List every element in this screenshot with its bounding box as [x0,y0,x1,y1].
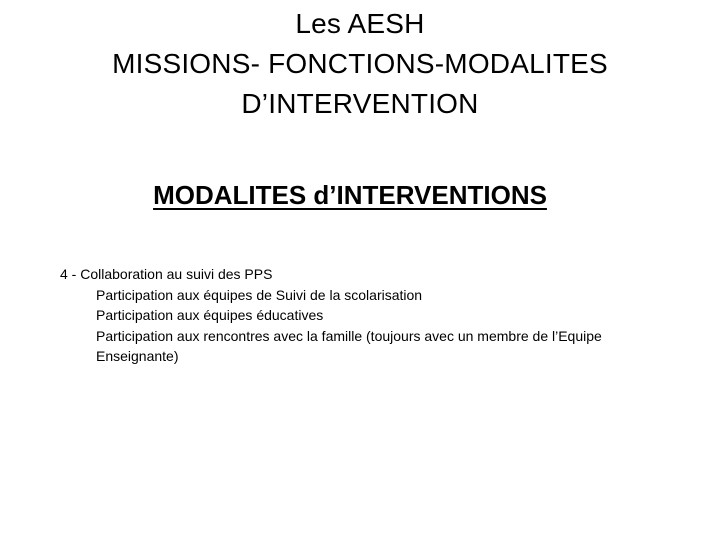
title-line: D’INTERVENTION [241,88,479,119]
section-heading [0,180,700,211]
title-line: MISSIONS- FONCTIONS-MODALITES [112,48,608,79]
body-content [60,264,660,367]
list-item: Participation aux équipes de Suivi de la scolarisation [96,286,423,303]
title-line: Les AESH [295,8,425,39]
collaboration-heading: 4 - Collaboration au suivi des PPS [60,266,273,282]
section-heading-text: MODALITES d’INTERVENTIONS [153,180,547,210]
list-item: Participation aux équipes éducatives [96,307,324,323]
slide-title [0,4,720,124]
list-item: Participation aux rencontres avec la famille (toujours avec un membre de l’Equipe Enseignante) [96,327,602,364]
